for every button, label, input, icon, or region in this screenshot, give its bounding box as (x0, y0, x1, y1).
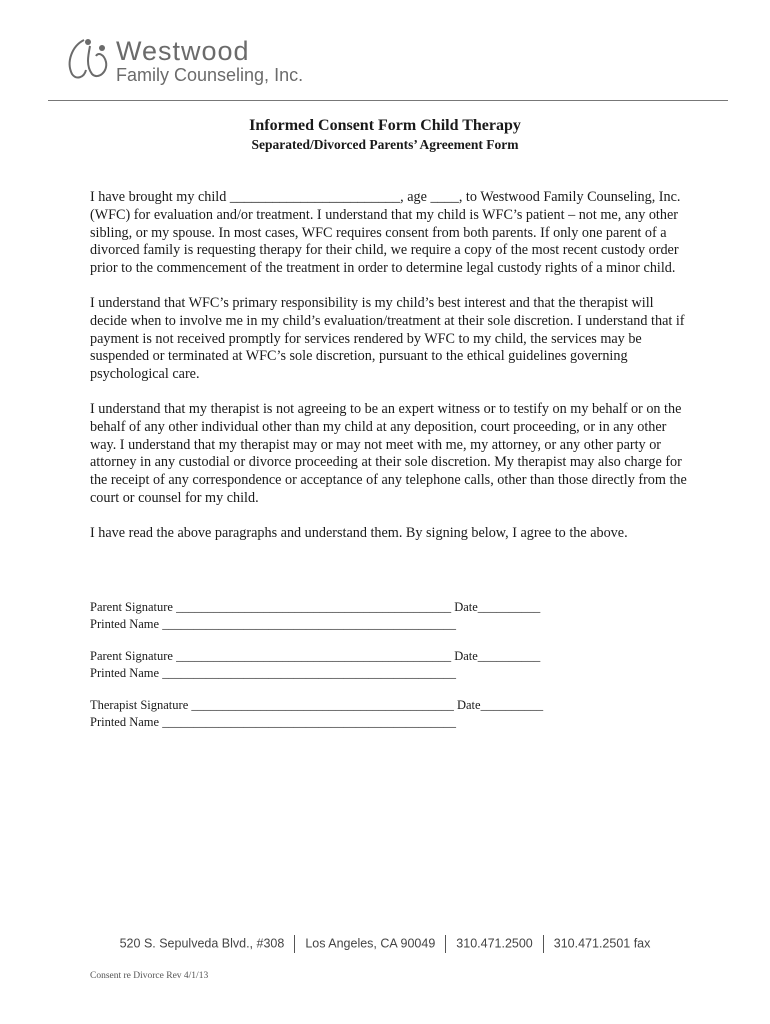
header-divider (48, 100, 728, 101)
page-title: Informed Consent Form Child Therapy (249, 117, 521, 134)
paragraph-agreement: I have read the above paragraphs and understand them. By signing below, I agree to the above. (90, 524, 628, 541)
logo-name: Westwood (116, 36, 250, 66)
paragraph-responsibility: I understand that WFC’s primary responsibility is my child’s best interest and that the therapist will decide when to involve me in my child’s evaluation/treatment at their sole discretion. I understand that if payment is not received promptly for services rendered by WFC to my child, the services may be suspended or terminated at WFC’s sole discretion, pursuant to the ethical guidelines governing psychological care. (90, 294, 685, 383)
footer-divider (543, 935, 544, 953)
footer-city: Los Angeles, CA 90049 (305, 936, 436, 951)
page-subtitle: Separated/Divorced Parents’ Agreement Form (251, 137, 519, 152)
therapist-signature-block (90, 697, 590, 730)
revision-note: Consent re Divorce Rev 4/1/13 (90, 971, 209, 981)
footer-phone: 310.471.2500 (456, 936, 533, 951)
signature-line[interactable]: Parent Signature ____________________________________________ Date__________ (90, 600, 541, 614)
parent-signature-block-2 (90, 648, 590, 681)
footer-divider (445, 935, 446, 953)
printed-name-line[interactable]: Printed Name _______________________________________________ (90, 616, 456, 631)
footer-contact (0, 935, 770, 953)
parent-signature-block-1 (90, 599, 590, 632)
printed-name-line[interactable]: Printed Name _______________________________________________ (90, 665, 456, 680)
consent-body (90, 189, 688, 560)
signature-section (90, 599, 590, 746)
logo-tagline: Family Counseling, Inc. (116, 65, 304, 85)
paragraph-testimony: I understand that my therapist is not agreeing to be an expert witness or to testify on my behalf or on the behalf of any other individual other than my child at any deposition, court proceeding, or in any other way. I understand that my therapist may or may not meet with me, my attorney, or any other party or attorney in any custodial or divorce proceeding at their sole discretion. My therapist may also charge for the receipt of any correspondence or acceptance of any telephone calls, other than those directly from the court or counsel for my child. (90, 400, 687, 506)
signature-line[interactable]: Parent Signature ____________________________________________ Date__________ (90, 649, 541, 663)
footer-fax: 310.471.2501 fax (553, 936, 651, 951)
printed-name-line[interactable]: Printed Name _______________________________________________ (90, 714, 456, 729)
signature-line[interactable]: Therapist Signature __________________________________________ Date__________ (90, 698, 544, 712)
logo (62, 30, 302, 90)
logo-icon (62, 32, 112, 84)
paragraph-intro: I have brought my child ________________________, age ____, to Westwood Family Counseling, Inc. (WFC) for evaluation and/or treatment. I understand that my child is WFC’s patient – not me, any other sibling, or my spouse. In most cases, WFC requires consent from both parents. If only one parent of a divorced family is requesting therapy for their child, we require a copy of the most recent custody order prior to the commencement of the treatment in order to determine legal custody rights of a minor child. (90, 189, 681, 277)
footer-divider (294, 935, 295, 953)
footer-address: 520 S. Sepulveda Blvd., #308 (119, 936, 285, 951)
